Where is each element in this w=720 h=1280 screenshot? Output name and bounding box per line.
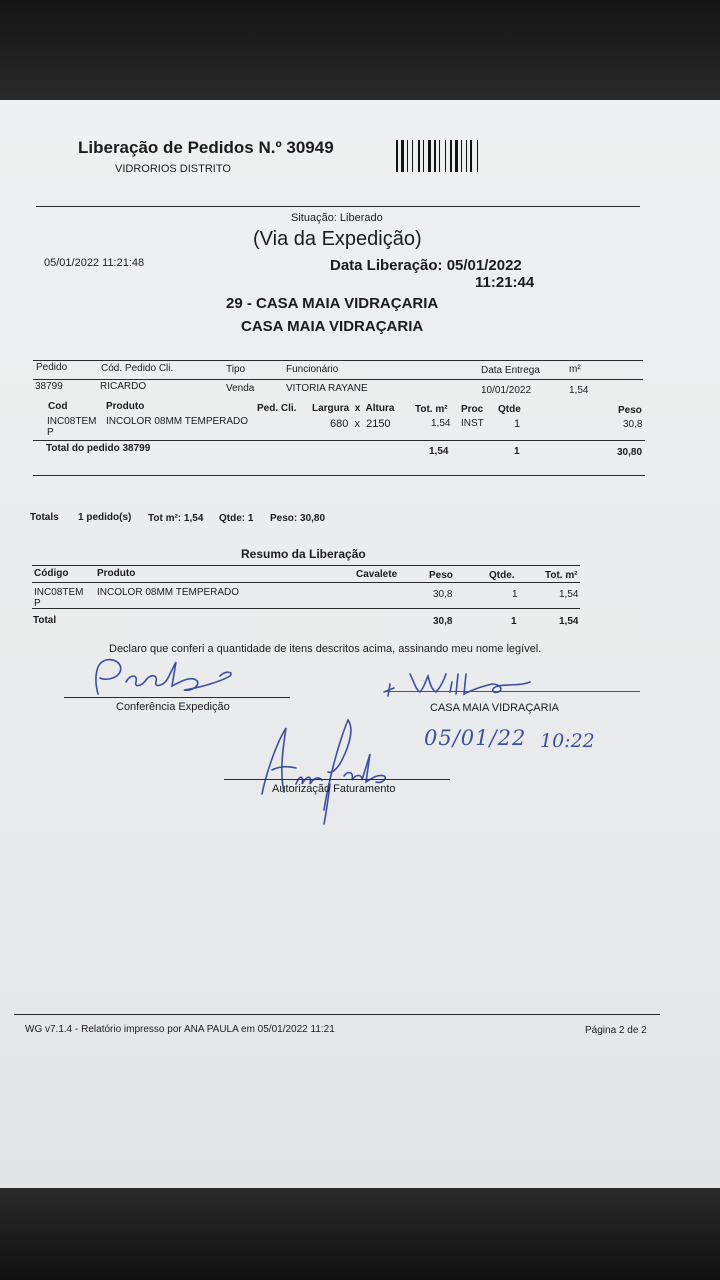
item-header-cod: Cod	[48, 401, 68, 412]
order-cod-pedido-cli: RICARDO	[100, 381, 147, 392]
item-proc: INST	[461, 418, 484, 429]
barcode-bar	[434, 140, 436, 172]
resumo-top-rule	[32, 565, 580, 566]
item-dimensions: 680 x 2150	[330, 418, 391, 430]
order-table-top-rule	[33, 360, 643, 361]
totals-tot-m2: Tot m²: 1,54	[148, 513, 204, 524]
resumo-header-produto: Produto	[97, 568, 136, 579]
resumo-header-peso: Peso	[429, 570, 453, 581]
cliente-name-label: CASA MAIA VIDRAÇARIA	[430, 702, 559, 714]
item-cod-line1: INC08TEM	[47, 416, 97, 427]
resumo-total-qtde: 1	[511, 616, 517, 627]
col-header-cod-pedido-cli: Cód. Pedido Cli.	[101, 363, 174, 374]
autorizacao-signature-line	[224, 779, 450, 780]
order-table-bottom-rule	[33, 475, 645, 476]
totals-peso: Peso: 30,80	[270, 513, 326, 524]
barcode-bar	[447, 140, 449, 172]
barcode-bar	[432, 140, 433, 172]
via-label: (Via da Expedição)	[253, 228, 422, 250]
header-divider	[36, 206, 640, 207]
order-pedido: 38799	[35, 381, 63, 392]
barcode-bar	[409, 140, 411, 172]
resumo-codigo-line1: INC08TEM	[34, 587, 84, 598]
barcode-bar	[468, 140, 469, 172]
barcode-bar	[473, 140, 476, 172]
item-header-ped-cli: Ped. Cli.	[257, 403, 297, 414]
barcode-bar	[421, 140, 422, 172]
photo-background-top	[0, 0, 720, 104]
order-m2: 1,54	[569, 385, 589, 396]
cliente-signature-icon	[380, 670, 540, 704]
col-header-tipo: Tipo	[226, 364, 246, 375]
col-header-m2: m²	[569, 364, 581, 375]
resumo-total-peso: 30,8	[433, 616, 453, 627]
resumo-total-rule	[32, 608, 580, 609]
cliente-signature-line	[384, 691, 640, 692]
totals-qtde: Qtde: 1	[219, 513, 254, 524]
barcode-bar	[439, 140, 440, 172]
item-qtde: 1	[514, 418, 521, 430]
item-produto: INCOLOR 08MM TEMPERADO	[106, 416, 249, 427]
footer-printed-by: WG v7.1.4 - Relatório impresso por ANA PAULA em 05/01/2022 11:21	[25, 1024, 335, 1035]
data-liberacao-time: 11:21:44	[475, 274, 535, 291]
resumo-header-qtde: Qtde.	[489, 570, 515, 581]
resumo-title: Resumo da Liberação	[241, 547, 366, 561]
item-tot-m2: 1,54	[431, 418, 451, 429]
barcode-bar	[412, 140, 413, 172]
order-subtotal-rule	[33, 440, 645, 441]
conferencia-expedicao-label: Conferência Expedição	[116, 701, 230, 713]
barcode-bar	[455, 140, 458, 172]
situacao-status: Situação: Liberado	[291, 212, 383, 224]
barcode-bar	[466, 140, 467, 172]
barcode-bar	[407, 140, 408, 172]
order-data-entrega: 10/01/2022	[481, 385, 532, 396]
company-name: VIDRORIOS DISTRITO	[115, 163, 231, 175]
col-header-data-entrega: Data Entrega	[481, 365, 540, 376]
resumo-header-rule	[32, 582, 580, 583]
resumo-qtde: 1	[512, 589, 518, 600]
photo-background-bottom	[0, 1188, 720, 1280]
barcode-bar	[463, 140, 465, 172]
barcode-bar	[477, 140, 478, 172]
order-total-m2: 1,54	[429, 446, 449, 457]
resumo-header-codigo: Código	[34, 568, 69, 579]
item-header-proc: Proc	[461, 404, 484, 415]
totals-pedidos: 1 pedido(s)	[78, 512, 132, 523]
handwritten-time: 10:22	[540, 730, 595, 752]
conferencia-signature-line	[64, 697, 290, 698]
barcode-bar	[450, 140, 452, 172]
barcode-bar	[453, 140, 454, 172]
barcode-bar	[437, 140, 438, 172]
document-title: Liberação de Pedidos N.º 30949	[78, 138, 334, 157]
footer-page-number: Página 2 de 2	[585, 1025, 647, 1036]
barcode-bar	[479, 140, 481, 172]
barcode-image	[396, 140, 502, 172]
order-total-label: Total do pedido 38799	[46, 443, 151, 454]
document-page	[0, 100, 720, 1188]
item-header-tot-m2: Tot. m²	[415, 404, 448, 415]
order-total-peso: 30,80	[617, 447, 643, 458]
barcode-bar	[445, 140, 446, 172]
item-cod-line2: P	[47, 427, 54, 438]
barcode-bar	[396, 140, 398, 172]
barcode-bar	[441, 140, 444, 172]
handwritten-date: 05/01/22	[424, 726, 527, 750]
item-header-qtde: Qtde	[498, 404, 521, 415]
order-total-qtde: 1	[514, 446, 520, 457]
item-header-largura-altura: Largura x Altura	[312, 403, 395, 414]
order-tipo: Venda	[226, 383, 255, 394]
resumo-tot-m2: 1,54	[559, 589, 579, 600]
barcode-bar	[405, 140, 406, 172]
col-header-pedido: Pedido	[36, 362, 68, 373]
barcode-bar	[461, 140, 462, 172]
autorizacao-signature-icon	[258, 714, 398, 828]
barcode-bar	[428, 140, 431, 172]
resumo-codigo-line2: P	[34, 598, 41, 609]
order-header-rule	[33, 379, 643, 380]
printed-datetime: 05/01/2022 11:21:48	[44, 257, 145, 269]
barcode-bar	[425, 140, 427, 172]
item-peso: 30,8	[623, 419, 643, 430]
barcode-bar	[401, 140, 404, 172]
conferencia-signature-icon	[80, 652, 250, 702]
barcode-bar	[423, 140, 424, 172]
resumo-peso: 30,8	[433, 589, 453, 600]
totals-label: Totals	[30, 512, 59, 523]
declaration-text: Declaro que conferi a quantidade de itens descritos acima, assinando meu nome legível.	[109, 643, 542, 655]
resumo-header-cavalete: Cavalete	[356, 569, 398, 580]
resumo-header-tot-m2: Tot. m²	[545, 570, 578, 581]
col-header-funcionario: Funcionário	[286, 364, 339, 375]
barcode-bar	[414, 140, 417, 172]
resumo-produto: INCOLOR 08MM TEMPERADO	[97, 587, 240, 598]
resumo-total-tot-m2: 1,54	[559, 616, 579, 627]
customer-name: CASA MAIA VIDRAÇARIA	[241, 318, 424, 335]
footer-rule	[14, 1014, 660, 1015]
customer-code-name: 29 - CASA MAIA VIDRAÇARIA	[226, 295, 439, 312]
data-liberacao: Data Liberação: 05/01/2022	[330, 257, 522, 274]
item-header-produto: Produto	[106, 401, 145, 412]
resumo-total-label: Total	[33, 615, 57, 626]
item-header-peso: Peso	[618, 405, 642, 416]
barcode-bar	[418, 140, 420, 172]
barcode-bar	[399, 140, 400, 172]
barcode-bar	[470, 140, 472, 172]
barcode-bar	[459, 140, 460, 172]
autorizacao-faturamento-label: Autorização Faturamento	[272, 783, 396, 795]
order-funcionario: VITORIA RAYANE	[286, 383, 368, 394]
